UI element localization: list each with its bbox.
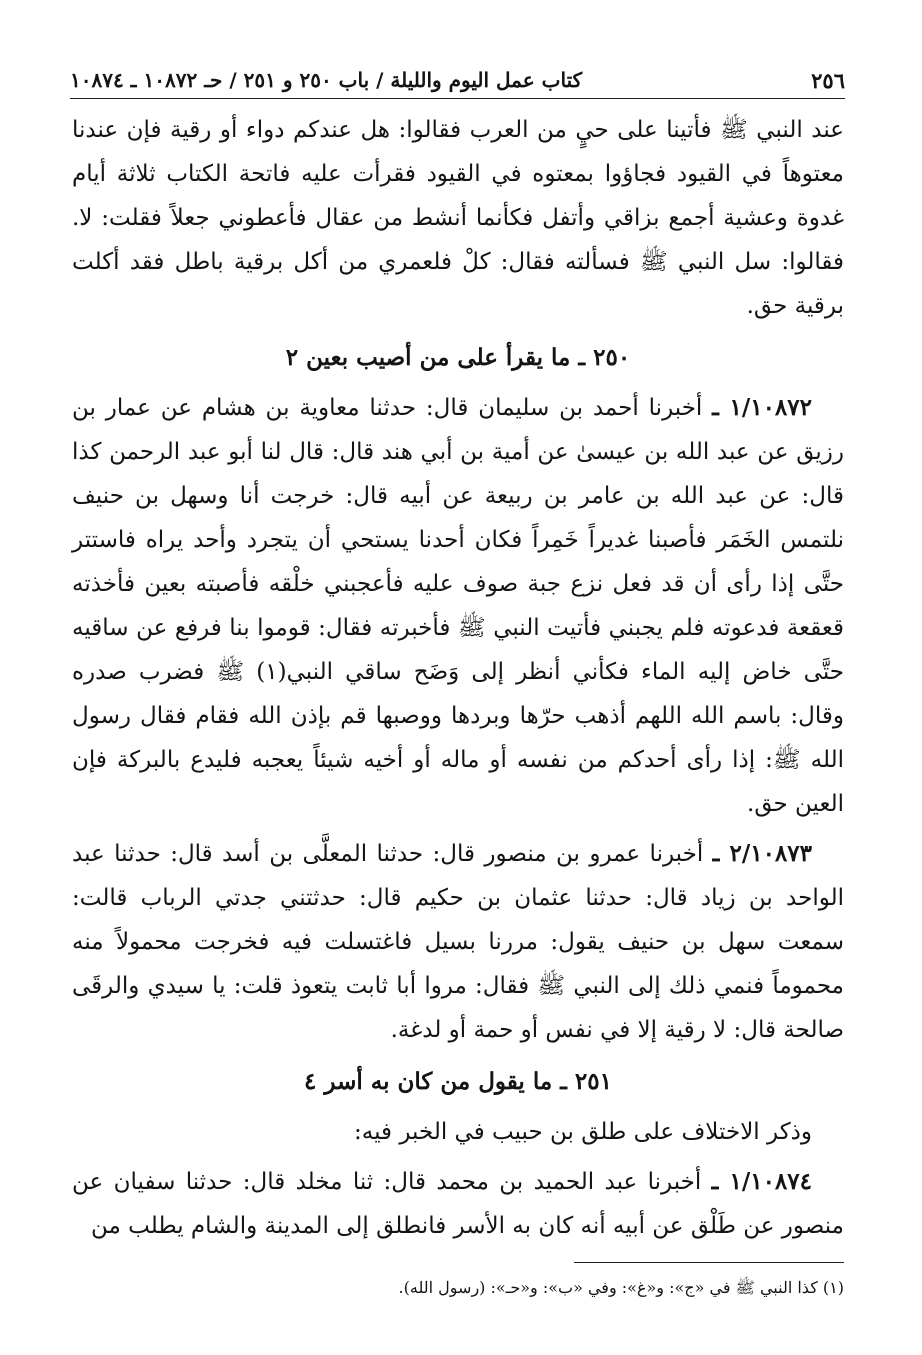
- continued-paragraph: عند النبي ﷺ فأتينا على حيٍ من العرب فقالوا: هل عندكم دواء أو رقية فإن عندنا معتوهاً في القيود فجاؤوا بمعتوه في القيود فقرأت عليه فاتحة الكتاب ثلاثة أيام غدوة وعشية أجمع بزاقي وأتفل فكأنما أنشط من عقال فأعطوني جعلاً فقلت: لا. فقالوا: سل النبي ﷺ فسألته فقال: كلْ فلعمري من أكل برقية باطل فقد أكلت برقية حق.: [72, 117, 844, 319]
- page-body: [72, 108, 844, 1248]
- hadith-text: أخبرنا أحمد بن سليمان قال: حدثنا معاوية بن هشام عن عمار بن رزيق عن عبد الله بن عيسىٰ عن أمية بن أبي هند قال: قال لنا أبو عبد الرحمن كذا قال: عن عبد الله بن عامر بن ربيعة عن أبيه قال: خرجت أنا وسهل بن حنيف نلتمس الخَمَر فأصبنا غديراً خَمِراً فكان أحدنا يستحي أن يتجرد وأحد يراه فاستتر حتَّى إذا رأى أن قد فعل نزع جبة صوف عليه فأعجبني خلْقه فأصبته بعين فأخذته قعقعة فدعوته فلم يجبني فأتيت النبي ﷺ فأخبرته فقال: قوموا بنا فرفع عن ساقيه حتَّى خاض إليه الماء فكأني أنظر إلى وَضَح ساقي النبي(١) ﷺ فضرب صدره وقال: باسم الله اللهم أذهب حرّها وبردها ووصبها قم بإذن الله فقام فقال رسول الله ﷺ: إذا رأى أحدكم من نفسه أو ماله أو أخيه شيئاً يعجبه فليدع بالبركة فإن العين حق.: [72, 395, 845, 817]
- page-number: ٢٥٦: [811, 67, 845, 93]
- footnote: (١) كذا النبي ﷺ في «ج»: و«غ»: وفي «ب»: و«حـ»: (رسول الله).: [398, 1278, 844, 1297]
- running-title: كتاب عمل اليوم والليلة / باب ٢٥٠ و ٢٥١ / حـ ١٠٨٧٢ ـ ١٠٨٧٤: [70, 68, 583, 92]
- hadith-number: ١/١٠٨٧٤ ـ: [711, 1168, 812, 1195]
- hadith-10873: [72, 832, 844, 1052]
- running-header: [70, 62, 845, 99]
- hadith-number: ١/١٠٨٧٢ ـ: [712, 394, 812, 421]
- hadith-10872: [72, 386, 844, 826]
- chapter-heading-250: ٢٥٠ ـ ما يقرأ على من أصيب بعين ٢: [285, 344, 631, 371]
- chapter-heading-251: ٢٥١ ـ ما يقول من كان به أسر ٤: [304, 1068, 612, 1095]
- hadith-text: أخبرنا عبد الحميد بن محمد قال: ثنا مخلد قال: حدثنا سفيان عن منصور عن طَلْق عن أبيه أنه كان به الأسر فانطلق إلى المدينة والشام يطلب من: [72, 1169, 844, 1239]
- hadith-number: ٢/١٠٨٧٣ ـ: [712, 840, 812, 867]
- hadith-text: أخبرنا عمرو بن منصور قال: حدثنا المعلَّى بن أسد قال: حدثنا عبد الواحد بن زياد قال: حدثنا عثمان بن حكيم قال: حدثتني جدتي الرباب قالت: سمعت سهل بن حنيف يقول: مررنا بسيل فاغتسلت فيه فخرجت محمولاً منه محموماً فنمي ذلك إلى النبي ﷺ فقال: مروا أبا ثابت يتعوذ قلت: يا سيدي والرقَى صالحة قال: لا رقية إلا في نفس أو حمة أو لدغة.: [72, 841, 844, 1043]
- hadith-10874: [72, 1160, 844, 1248]
- footnote-separator: [574, 1262, 844, 1263]
- chapter-note: وذكر الاختلاف على طلق بن حبيب في الخبر فيه:: [354, 1119, 812, 1145]
